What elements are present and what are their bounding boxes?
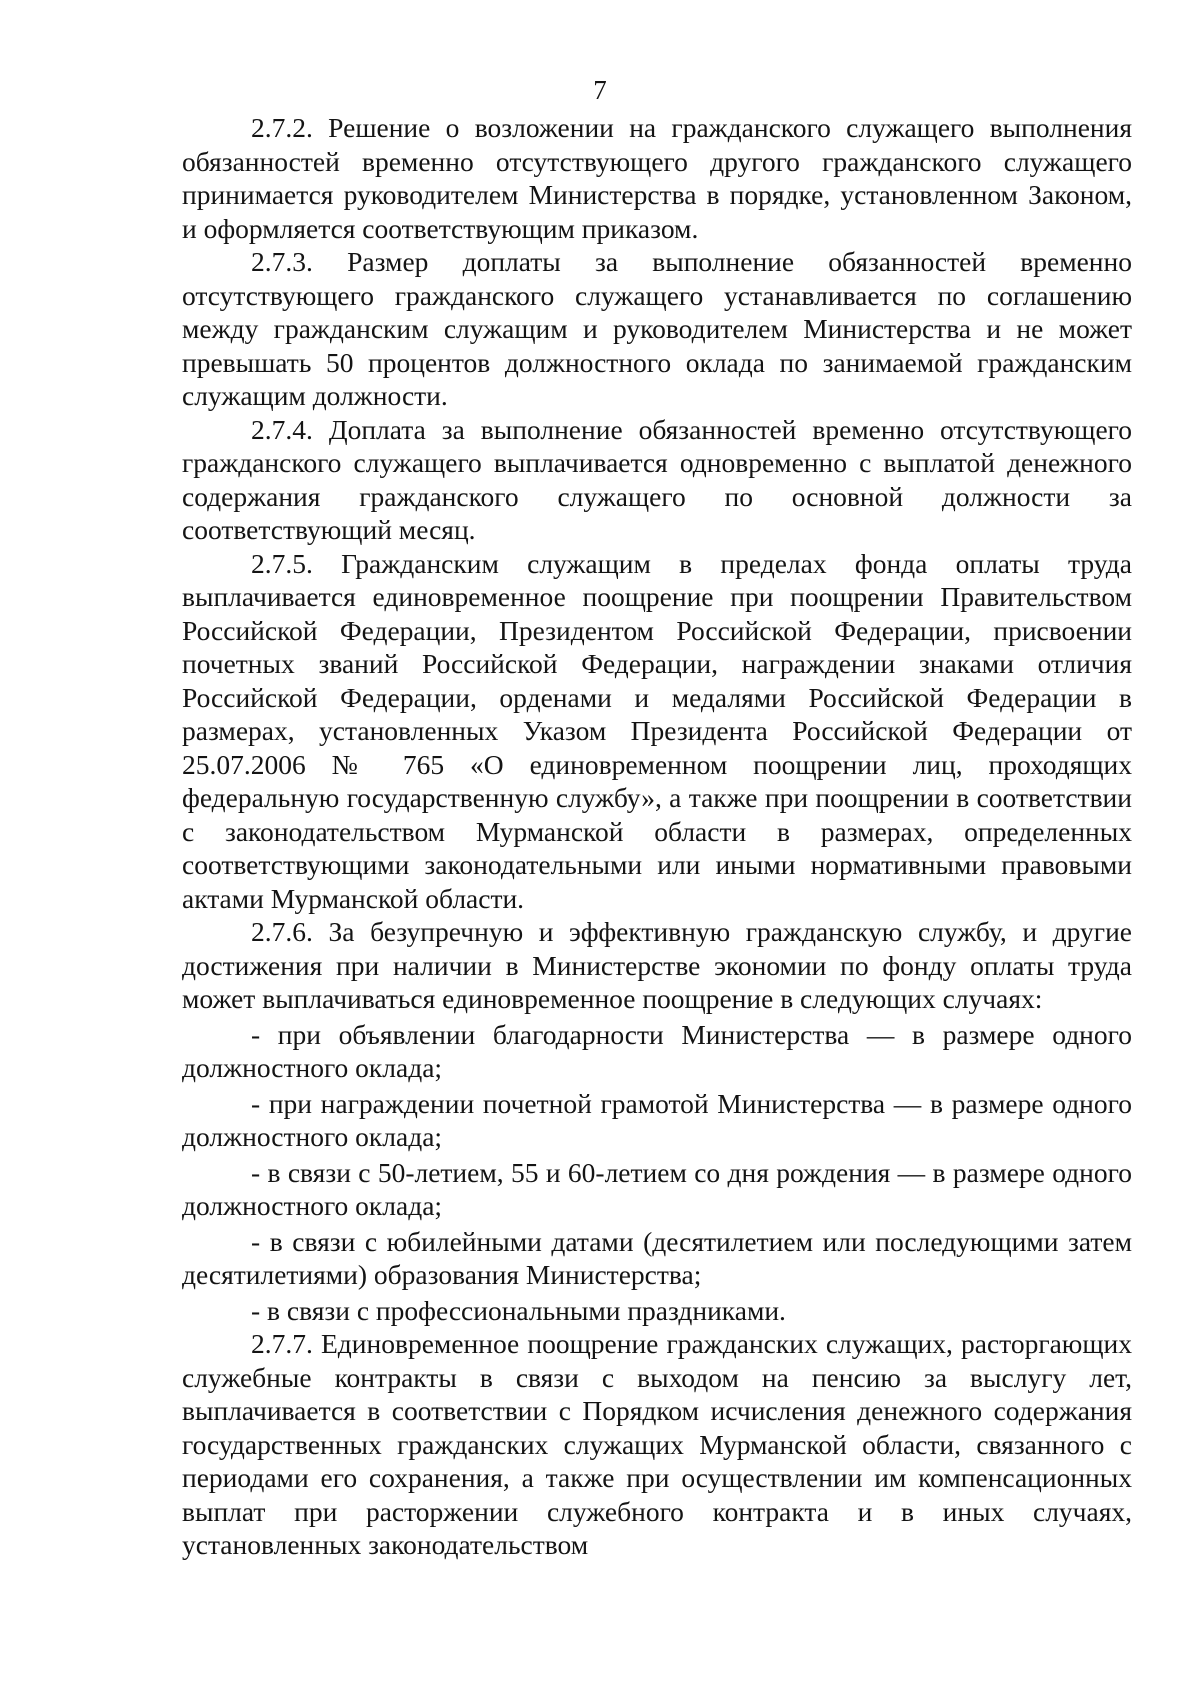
list-item-birthday: - в связи с 50-летием, 55 и 60-летием со дня рождения — в размере одного должностного оклада; bbox=[182, 1156, 1132, 1221]
paragraph-2-7-4: 2.7.4. Доплата за выполнение обязанностей временно отсутствующего гражданского служащего выплачивается одновременно с выплатой денежного содержания гражданского служащего по основной должности за соответствующий месяц. bbox=[182, 413, 1132, 545]
list-item-anniversary: - в связи с юбилейными датами (десятилетием или последующими затем десятилетиями) образования Министерства; bbox=[182, 1225, 1132, 1290]
paragraph-2-7-6: 2.7.6. За безупречную и эффективную гражданскую службу, и другие достижения при наличии в Министерстве экономии по фонду оплаты труда может выплачиваться единовременное поощрение в следующих случаях: bbox=[182, 916, 1132, 1014]
paragraph-2-7-3: 2.7.3. Размер доплаты за выполнение обязанностей временно отсутствующего гражданского служащего устанавливается по соглашению между гражданским служащим и руководителем Министерства и не может превышать 50 процентов должностного оклада по занимаемой гражданским служащим должности. bbox=[182, 246, 1132, 411]
list-item-honor-certificate: - при награждении почетной грамотой Министерства — в размере одного должностного оклада; bbox=[182, 1087, 1132, 1152]
paragraph-2-7-5: 2.7.5. Гражданским служащим в пределах фонда оплаты труда выплачивается единовременное поощрение при поощрении Правительством Российской Федерации, Президентом Российской Федерации, присвоении почетных званий Российской Федерации, награждении знаками отличия Российской Федерации, орденами и медалями Российской Федерации в размерах, установленных Указом Президента Российской Федерации от 25.07.2006 № 765 «О единовременном поощрении лиц, проходящих федеральную государственную службу», а также при поощрении в соответствии с законодательством Мурманской области в размерах, определенных соответствующими законодательными или иными нормативными правовыми актами Мурманской области. bbox=[182, 547, 1132, 914]
list-item-gratitude: - при объявлении благодарности Министерства — в размере одного должностного оклада; bbox=[182, 1018, 1132, 1083]
page-number: 7 bbox=[593, 75, 607, 105]
paragraph-2-7-7: 2.7.7. Единовременное поощрение гражданских служащих, расторгающих служебные контракты в связи с выходом на пенсию за выслугу лет, выплачивается в соответствии с Порядком исчисления денежного содержания государственных гражданских служащих Мурманской области, связанного с периодами его сохранения, а также при осуществлении им компенсационных выплат при расторжении служебного контракта и в иных случаях, установленных законодательством bbox=[182, 1328, 1132, 1560]
document-body bbox=[182, 111, 1132, 1562]
paragraph-2-7-2: 2.7.2. Решение о возложении на гражданского служащего выполнения обязанностей временно отсутствующего другого гражданского служащего принимается руководителем Министерства в порядке, установленном Законом, и оформляется соответствующим приказом. bbox=[182, 112, 1132, 244]
list-item-professional-holidays: - в связи с профессиональными праздниками. bbox=[251, 1294, 786, 1326]
